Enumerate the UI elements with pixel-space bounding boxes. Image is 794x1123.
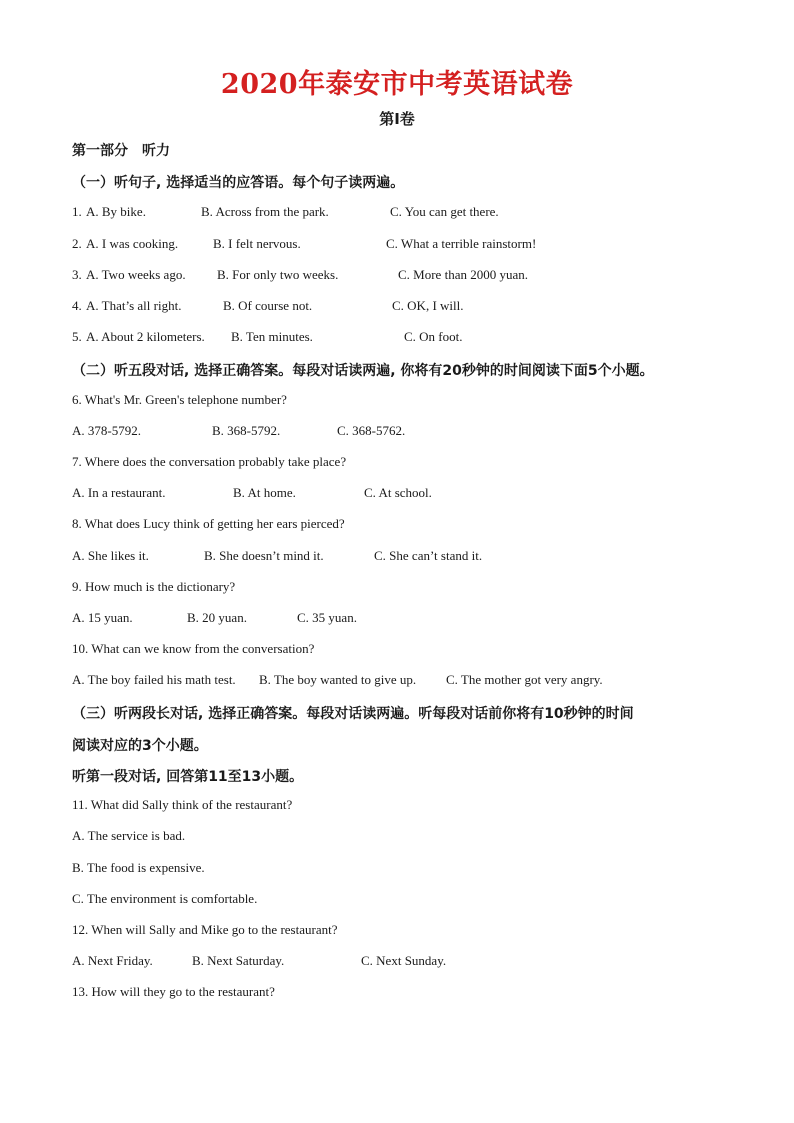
question: 13. How will they go to the restaurant? <box>72 984 275 999</box>
item-number: 4. <box>72 298 82 313</box>
options-row <box>72 610 357 626</box>
section2-heading: （二）听五段对话, 选择正确答案。每段对话读两遍, 你将有20秒钟的时间阅读下面5个小题。 <box>72 363 654 379</box>
option-b: B. The boy wanted to give up. <box>259 672 417 687</box>
option-c: C. 368-5762. <box>337 423 406 438</box>
list-item <box>72 298 464 314</box>
option-a: A. In a restaurant. <box>72 485 166 500</box>
option-a: A. About 2 kilometers. <box>86 329 205 344</box>
options-row <box>72 672 603 688</box>
option-b: B. The food is expensive. <box>72 860 205 875</box>
options-row <box>72 953 447 969</box>
option-c: C. OK, I will. <box>392 298 464 313</box>
item-number: 1. <box>72 204 82 219</box>
option-a: A. The service is bad. <box>72 828 186 843</box>
list-item <box>72 236 537 252</box>
option-c: C. At school. <box>364 485 432 500</box>
option-c: C. What a terrible rainstorm! <box>386 236 537 251</box>
question: 6. What's Mr. Green's telephone number? <box>72 392 287 407</box>
dialog1-heading: 听第一段对话, 回答第11至13小题。 <box>72 769 304 785</box>
option-c: C. Next Sunday. <box>361 953 447 968</box>
option-b: B. She doesn’t mind it. <box>204 548 324 563</box>
section1-heading: （一）听句子, 选择适当的应答语。每个句子读两遍。 <box>72 175 405 191</box>
option-a: A. That’s all right. <box>86 298 182 313</box>
option-c: C. 35 yuan. <box>297 610 357 625</box>
option-b: B. At home. <box>233 485 296 500</box>
page-title: 2020年泰安市中考英语试卷 <box>220 69 574 100</box>
option-b: B. Of course not. <box>223 298 313 313</box>
option-c: C. She can’t stand it. <box>374 548 483 563</box>
option-c: C. More than 2000 yuan. <box>398 267 528 282</box>
option-a: A. Two weeks ago. <box>86 267 186 282</box>
list-item <box>72 329 463 345</box>
question: 11. What did Sally think of the restaurant? <box>72 797 293 812</box>
option-a: A. 15 yuan. <box>72 610 133 625</box>
volume-label: 第I卷 <box>379 110 415 128</box>
item-number: 2. <box>72 236 82 251</box>
option-c: C. On foot. <box>404 329 463 344</box>
question: 12. When will Sally and Mike go to the restaurant? <box>72 922 338 937</box>
option-c: C. The environment is comfortable. <box>72 891 258 906</box>
option-a: A. Next Friday. <box>72 953 153 968</box>
item-number: 3. <box>72 267 82 282</box>
option-b: B. For only two weeks. <box>217 267 339 282</box>
option-b: B. Ten minutes. <box>231 329 313 344</box>
option-a: A. By bike. <box>86 204 146 219</box>
section3-heading-cont: 阅读对应的3个小题。 <box>72 738 208 754</box>
option-a: A. 378-5792. <box>72 423 141 438</box>
option-a: A. She likes it. <box>72 548 149 563</box>
question: 10. What can we know from the conversation? <box>72 641 315 656</box>
option-b: B. 368-5792. <box>212 423 281 438</box>
options-row <box>72 423 406 439</box>
section3-heading: （三）听两段长对话, 选择正确答案。每段对话读两遍。听每段对话前你将有10秒钟的时间 <box>72 706 634 722</box>
option-b: B. 20 yuan. <box>187 610 247 625</box>
list-item <box>72 204 499 220</box>
question: 7. Where does the conversation probably take place? <box>72 454 347 469</box>
item-number: 5. <box>72 329 82 344</box>
list-item <box>72 267 528 283</box>
options-row <box>72 485 432 501</box>
option-a: A. The boy failed his math test. <box>72 672 236 687</box>
question: 9. How much is the dictionary? <box>72 579 236 594</box>
part1-heading: 第一部分 听力 <box>72 143 170 159</box>
options-row <box>72 548 483 564</box>
option-c: C. You can get there. <box>390 204 499 219</box>
option-c: C. The mother got very angry. <box>446 672 603 687</box>
option-b: B. Across from the park. <box>201 204 329 219</box>
option-a: A. I was cooking. <box>86 236 179 251</box>
option-b: B. I felt nervous. <box>213 236 301 251</box>
option-b: B. Next Saturday. <box>192 953 285 968</box>
question: 8. What does Lucy think of getting her ears pierced? <box>72 516 345 531</box>
